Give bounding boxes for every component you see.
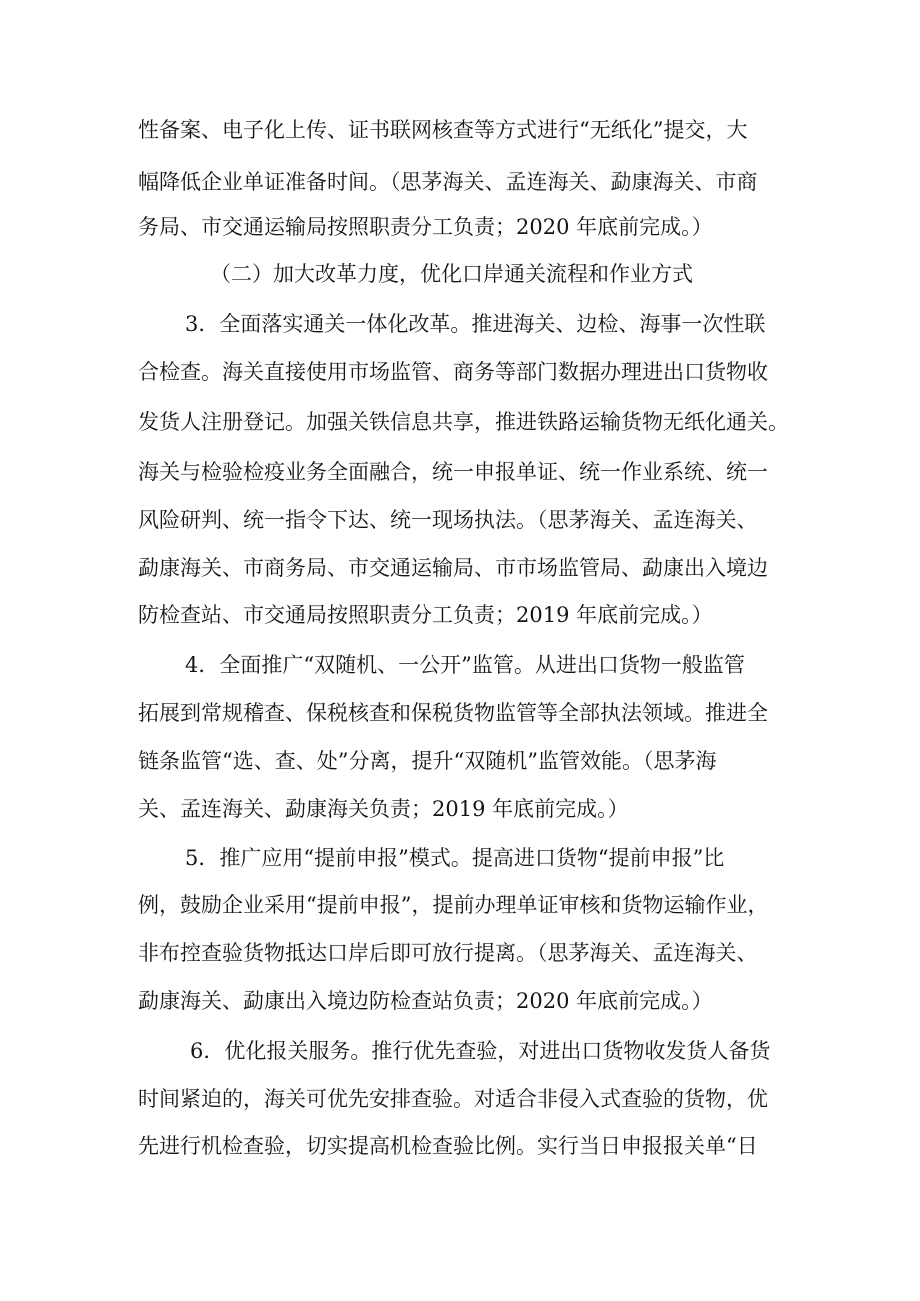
text-line: 幅降低企业单证准备时间。（思茅海关、孟连海关、勐康海关、市商 [138, 170, 758, 194]
text-line: 6．优化报关服务。推行优先查验，对进出口货物收发货人备货 [190, 1039, 771, 1063]
text-line: 务局、市交通运输局按照职责分工负责；2020 年底前完成。） [138, 215, 713, 239]
text-line: 性备案、电子化上传、证书联网核查等方式进行“无纸化”提交，大 [138, 118, 748, 142]
text-line: 先进行机检查验，切实提高机检查验比例。实行当日申报报关单“日 [138, 1134, 758, 1158]
text-line: 合检查。海关直接使用市场监管、商务等部门数据办理进出口货物收 [138, 360, 768, 384]
text-line: 勐康海关、勐康出入境边防检查站负责；2020 年底前完成。） [138, 989, 713, 1013]
text-line: 发货人注册登记。加强关铁信息共享，推进铁路运输货物无纸化通关。 [138, 410, 789, 434]
text-line: 拓展到常规稽查、保税核查和保税货物监管等全部执法领域。推进全 [138, 701, 768, 725]
text-line: 时间紧迫的，海关可优先安排查验。对适合非侵入式查验的货物，优 [138, 1087, 768, 1111]
section-heading: （二）加大改革力度，优化口岸通关流程和作业方式 [210, 262, 693, 286]
text-line: 例，鼓励企业采用“提前申报”，提前办理单证审核和货物运输作业， [138, 893, 769, 917]
text-line: 链条监管“选、查、处”分离，提升“双随机”监管效能。（思茅海 [138, 749, 717, 773]
text-line: 非布控查验货物抵达口岸后即可放行提离。（思茅海关、孟连海关、 [138, 941, 758, 965]
text-line: 防检查站、市交通局按照职责分工负责；2019 年底前完成。） [138, 603, 713, 627]
text-line: 3．全面落实通关一体化改革。推进海关、边检、海事一次性联 [185, 312, 766, 336]
text-line: 勐康海关、市商务局、市交通运输局、市市场监管局、勐康出入境边 [138, 556, 768, 580]
text-line: 5．推广应用“提前申报”模式。提高进口货物“提前申报”比 [185, 846, 725, 870]
text-line: 4．全面推广“双随机、一公开”监管。从进出口货物一般监管 [185, 653, 745, 677]
text-line: 风险研判、统一指令下达、统一现场执法。（思茅海关、孟连海关、 [138, 508, 758, 532]
text-line: 关、孟连海关、勐康海关负责；2019 年底前完成。） [138, 797, 629, 821]
text-line: 海关与检验检疫业务全面融合，统一申报单证、统一作业系统、统一 [138, 460, 768, 484]
